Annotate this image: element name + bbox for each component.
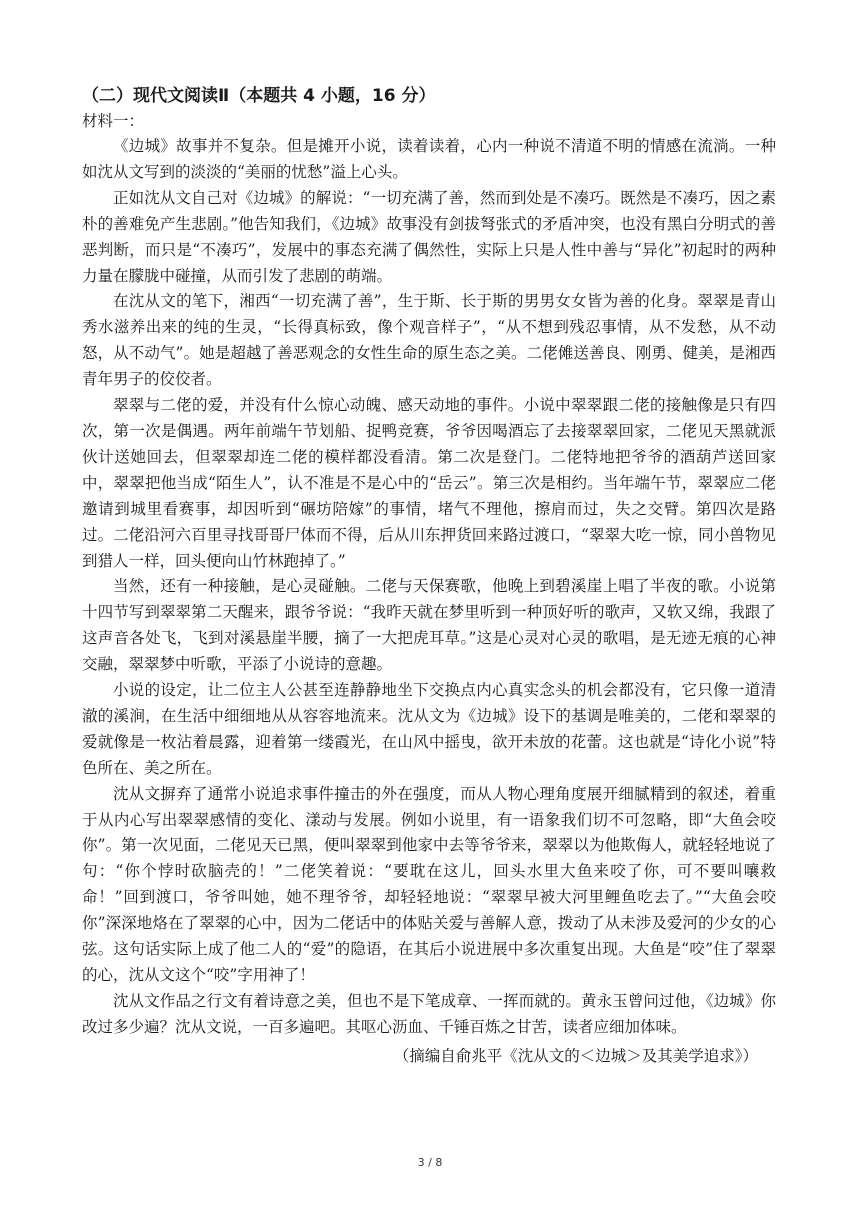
article-body [82,84,776,1069]
paragraph-6: 小说的设定，让二位主人公甚至连静静地坐下交换点内心真实念头的机会都没有，它只像一道清澈的溪涧，在生活中细细地从从容容地流来。沈从文为《边城》设下的基调是唯美的，二佬和翠翠的爱就像是一枚沾着晨露，迎着第一缕霞光，在山风中摇曳，欲开未放的花蕾。这也就是“诗化小说”特色所在、美之所在。 [82,681,776,777]
section-title: （二）现代文阅读Ⅱ（本题共 4 小题，16 分） [82,86,436,106]
paragraph-4: 翠翠与二佬的爱，并没有什么惊心动魄、感天动地的事件。小说中翠翠跟二佬的接触像是只有四次，第一次是偶遇。两年前端午节划船、捉鸭竞赛，爷爷因喝酒忘了去接翠翠回家，二佬见天黑就派伙计送她回去，但翠翠却连二佬的模样都没看清。第二次是登门。二佬特地把爷爷的酒葫芦送回家中，翠翠把他当成“陌生人”，认不准是不是心中的“岳云”。第三次是相约。当年端午节，翠翠应二佬邀请到城里看赛事，却因听到“碾坊陪嫁”的事情，堵气不理他，擦肩而过，失之交臂。第四次是路过。二佬沿河六百里寻找哥哥尸体而不得，后从川东押货回来路过渡口，“翠翠大吃一惊，同小兽物见到猎人一样，回头便向山竹林跑掉了。” [82,396,776,570]
paragraph-8: 沈从文作品之行文有着诗意之美，但也不是下笔成章、一挥而就的。黄永玉曾问过他，《边城》你改过多少遍？沈从文说，一百多遍吧。其呕心沥血、千锤百炼之甘苦，读者应细加体味。 [82,991,776,1036]
paragraph-7: 沈从文摒弃了通常小说追求事件撞击的外在强度，而从人物心理角度展开细腻精到的叙述，着重于从内心写出翠翠感情的变化、漾动与发展。例如小说里，有一语象我们切不可忽略，即“大鱼会咬你”。第一次见面，二佬见天已黑，便叫翠翠到他家中去等爷爷来，翠翠以为他欺侮人，就轻轻地说了句：“你个悖时砍脑壳的！”二佬笑着说：“要耽在这儿，回头水里大鱼来咬了你，可不要叫嚷救命！”回到渡口，爷爷叫她，她不理爷爷，却轻轻地说：“翠翠早被大河里鲤鱼吃去了。”“大鱼会咬你”深深地烙在了翠翠的心中，因为二佬话中的体贴关爱与善解人意，拨动了从未涉及爱河的少女的心弦。这句话实际上成了他二人的“爱”的隐语，在其后小说进展中多次重复出现。大鱼是“咬”住了翠翠的心，沈从文这个“咬”字用神了！ [82,784,776,984]
paragraph-5: 当然，还有一种接触，是心灵碰触。二佬与天保赛歌，他晚上到碧溪崖上唱了半夜的歌。小说第十四节写到翠翠第二天醒来，跟爷爷说：“我昨天就在梦里听到一种顶好听的歌声，又软又绵，我跟了这声音各处飞，飞到对溪悬崖半腰，摘了一大把虎耳草。”这是心灵对心灵的歌唱，是无迹无痕的心神交融，翠翠梦中听歌，平添了小说诗的意趣。 [82,577,776,674]
page-number: 3 / 8 [417,1156,443,1169]
source-citation: （摘编自俞兆平《沈从文的＜边城＞及其美学追求》） [393,1046,758,1065]
material-label: 材料一： [82,112,145,130]
paragraph-2: 正如沈从文自己对《边城》的解说：“一切充满了善，然而到处是不凑巧。既然是不凑巧，因之素朴的善难免产生悲剧。”他告知我们，《边城》故事没有剑拔弩张式的矛盾冲突，也没有黑白分明式的善恶判断，而只是“不凑巧”，发展中的事态充满了偶然性，实际上只是人性中善与“异化”初起时的两种力量在朦胧中碰撞，从而引发了悲剧的萌端。 [82,188,776,285]
paragraph-1: 《边城》故事并不复杂。但是摊开小说，读着读着，心内一种说不清道不明的情感在流淌。一种如沈从文写到的淡淡的“美丽的忧愁”溢上心头。 [82,137,776,181]
paragraph-3: 在沈从文的笔下，湘西“一切充满了善”，生于斯、长于斯的男男女女皆为善的化身。翠翠是青山秀水滋养出来的纯的生灵，“长得真标致，像个观音样子”，“从不想到残忍事情，从不发愁，从不动怒，从不动气”。她是超越了善恶观念的女性生命的原生态之美。二佬傩送善良、刚勇、健美，是湘西青年男子的佼佼者。 [82,292,776,389]
